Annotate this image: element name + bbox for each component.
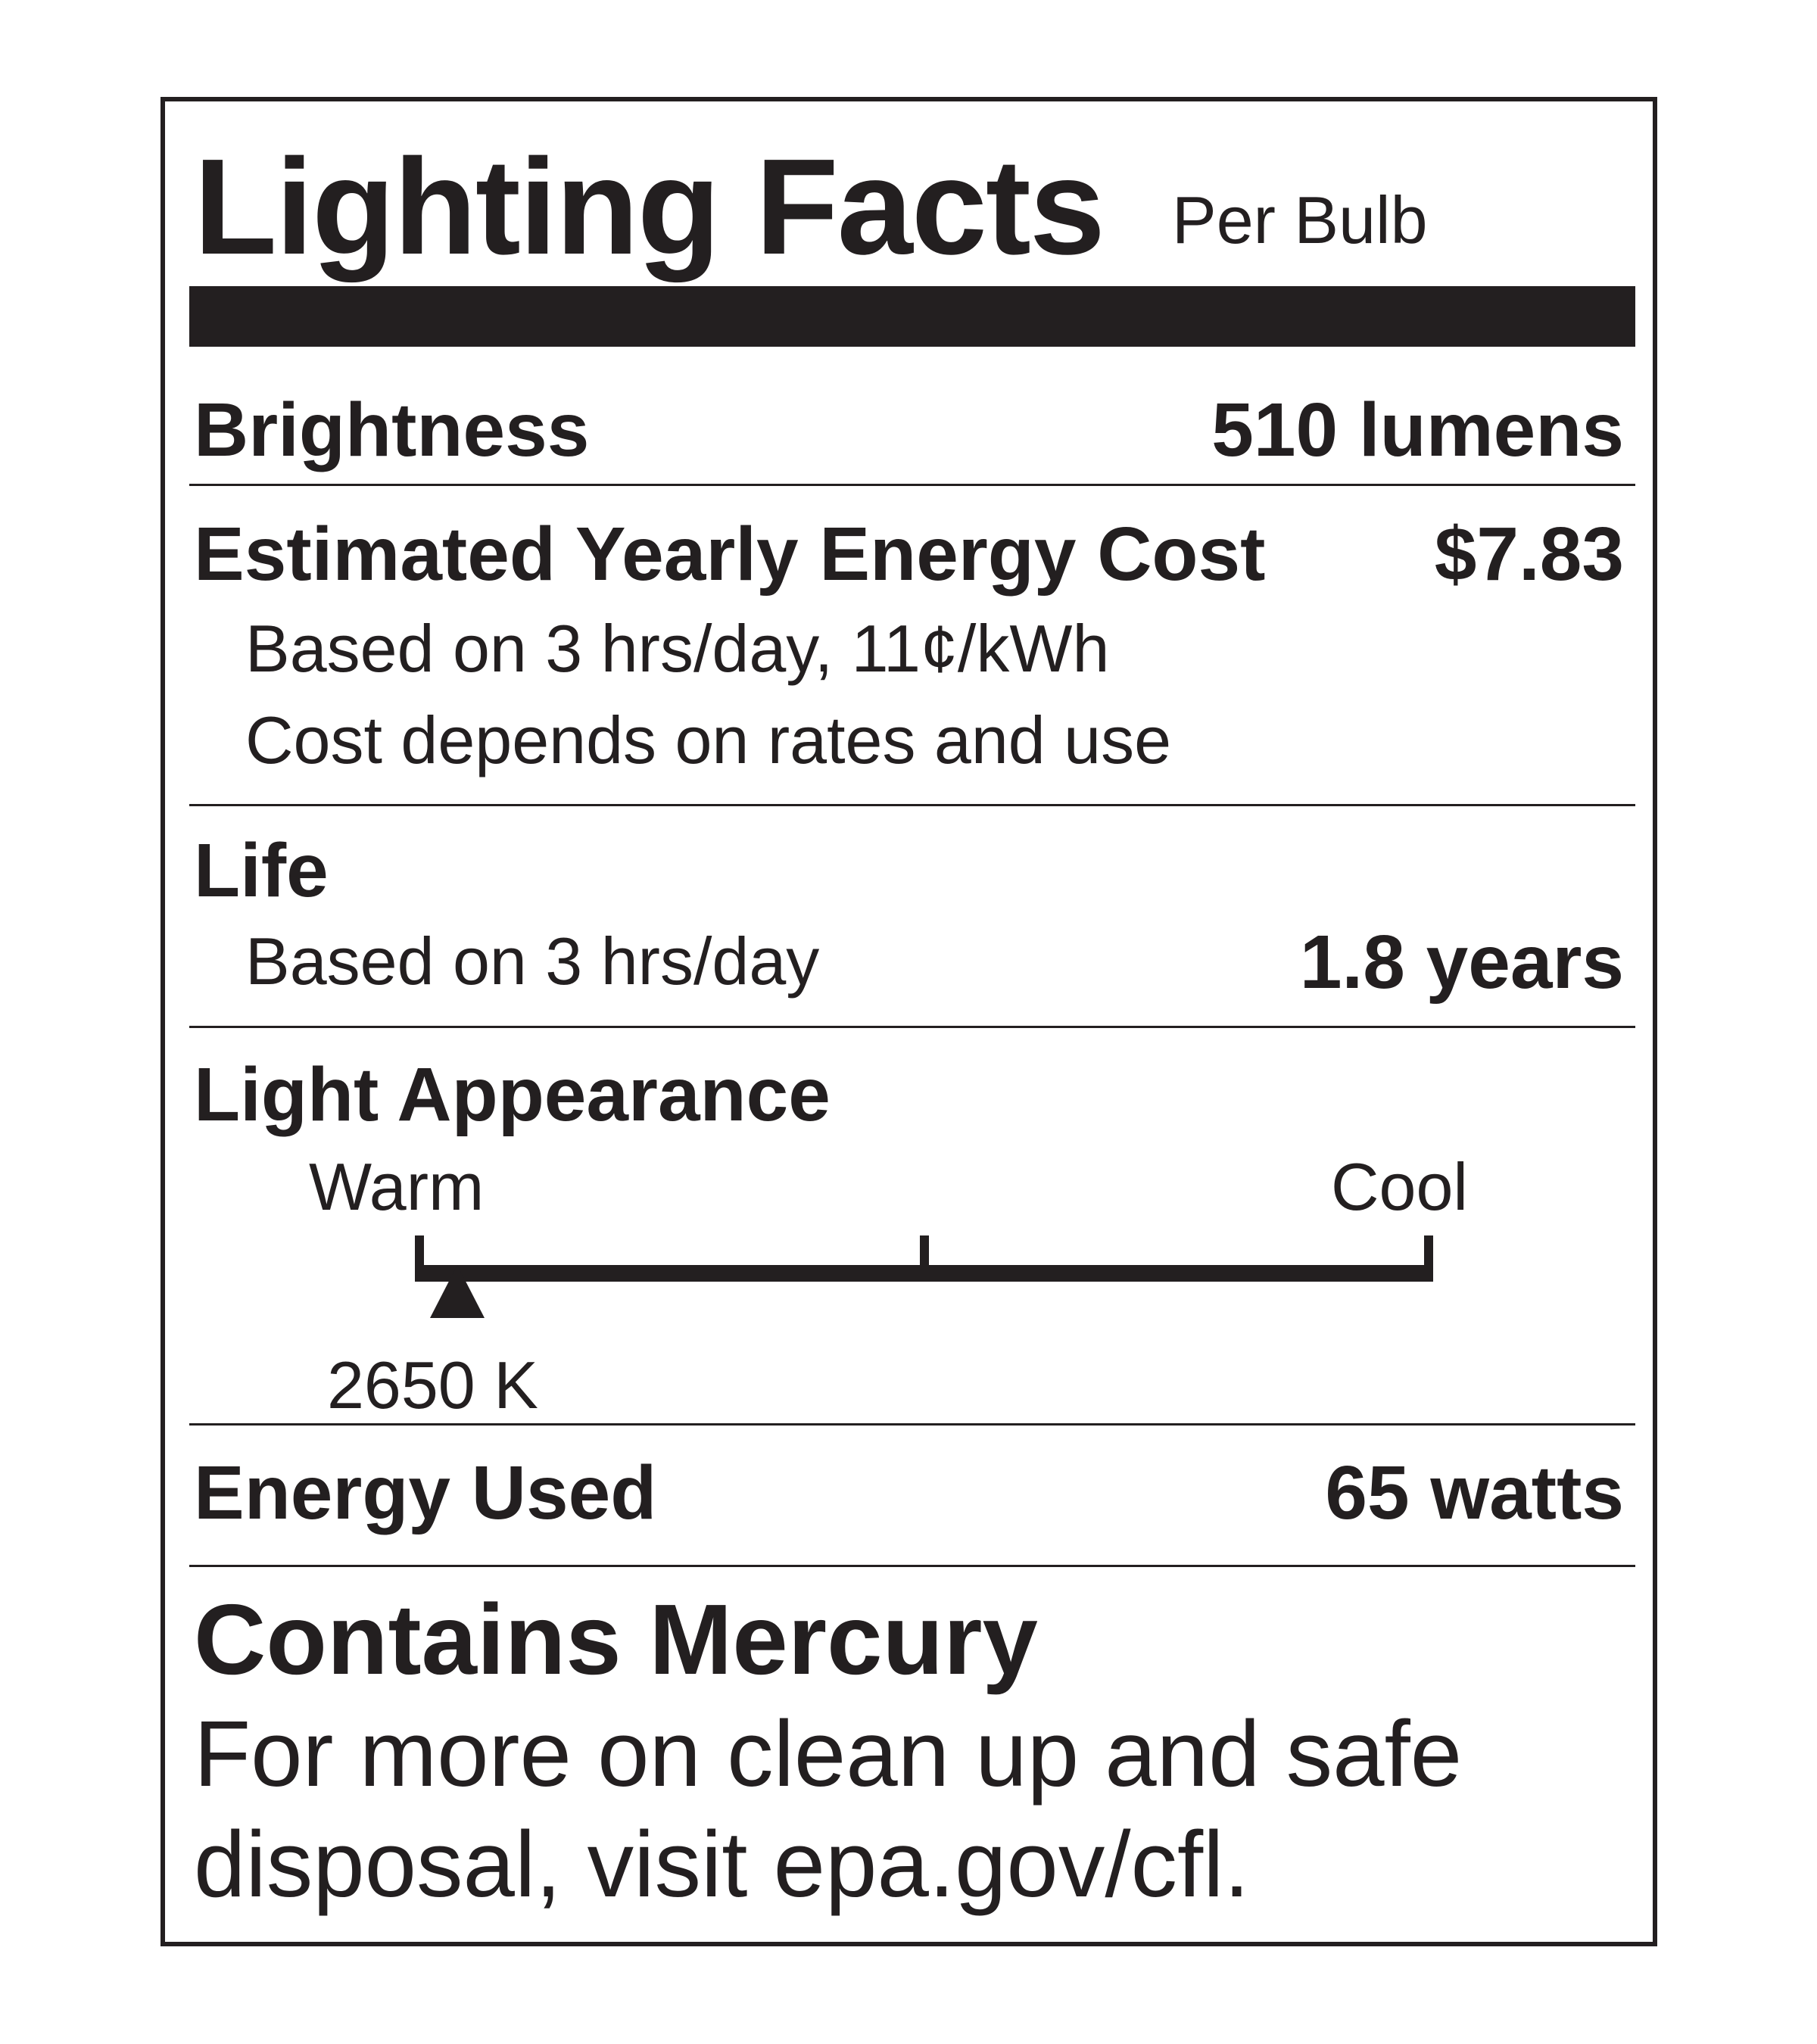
color-temperature-value: 2650 K (326, 1348, 538, 1422)
divider-4 (189, 1423, 1635, 1426)
scale-tick-warm (415, 1235, 424, 1282)
scale-tick-cool (1424, 1235, 1433, 1282)
mercury-heading: Contains Mercury (194, 1584, 1038, 1695)
energy-used-value: 65 watts (1325, 1450, 1624, 1535)
mercury-info-line-2: disposal, visit epa.gov/cfl. (194, 1813, 1250, 1917)
lighting-facts-label (161, 97, 1657, 1946)
brightness-value: 510 lumens (1211, 388, 1624, 472)
energy-cost-basis: Based on 3 hrs/day, 11¢/kWh (245, 611, 1110, 686)
life-value: 1.8 years (1299, 920, 1624, 1005)
life-basis: Based on 3 hrs/day (245, 924, 820, 999)
energy-cost-disclaimer: Cost depends on rates and use (245, 703, 1172, 777)
cool-label: Cool (1331, 1149, 1468, 1224)
scale-tick-middle (920, 1235, 929, 1282)
brightness-label: Brightness (194, 388, 590, 472)
energy-used-label: Energy Used (194, 1450, 657, 1535)
light-appearance-label: Light Appearance (194, 1052, 831, 1137)
divider-5 (189, 1565, 1635, 1567)
label-title: Lighting Facts (194, 131, 1104, 283)
energy-cost-value: $7.83 (1434, 512, 1624, 597)
per-bulb-text: Per Bulb (1172, 182, 1428, 257)
color-temperature-scale (165, 101, 1653, 1540)
warm-label: Warm (309, 1149, 485, 1224)
energy-cost-label: Estimated Yearly Energy Cost (194, 512, 1266, 597)
mercury-info-line-1: For more on clean up and safe (194, 1703, 1463, 1806)
life-label: Life (194, 828, 329, 913)
